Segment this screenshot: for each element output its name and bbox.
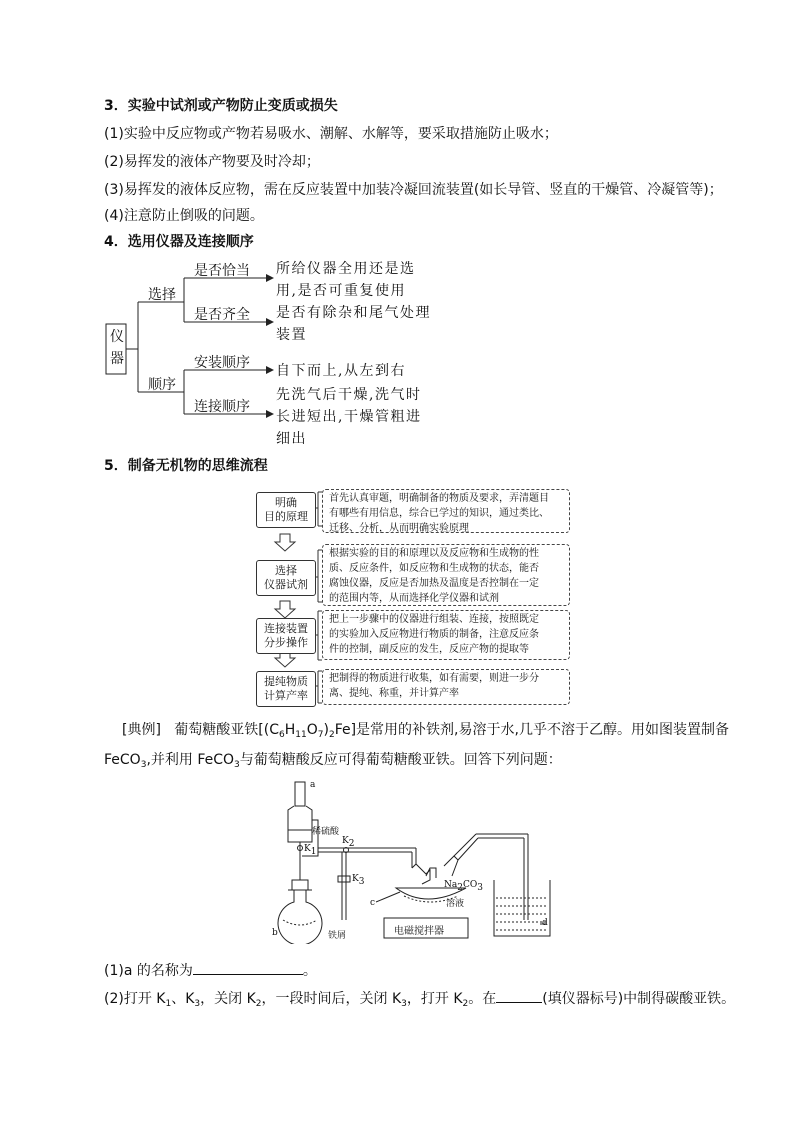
apparatus-drawing bbox=[266, 780, 556, 944]
subscript: 3 bbox=[477, 883, 483, 893]
example-text: H bbox=[284, 722, 296, 738]
k-letter: K bbox=[304, 844, 311, 854]
subscript: 3 bbox=[194, 999, 201, 1009]
label-b: b bbox=[272, 928, 278, 938]
tree-desc-connection bbox=[276, 384, 421, 450]
subscript: 2 bbox=[348, 839, 355, 849]
section-3-item-2: (2)易挥发的液体产物要及时冷却； bbox=[104, 154, 320, 170]
desc-line: 所给仪器全用还是选 bbox=[276, 261, 416, 277]
desc-line: 先洗气后干燥,洗气时 bbox=[276, 387, 422, 403]
tree-desc-assembly bbox=[276, 360, 406, 382]
desc-line: 是否有除杂和尾气处理 bbox=[276, 305, 431, 321]
question-1 bbox=[104, 960, 317, 981]
label-k2 bbox=[342, 836, 354, 849]
label-a: a bbox=[310, 780, 316, 790]
desc-line: 自下而上,从左到右 bbox=[276, 363, 406, 379]
flow-step-label: 计算产率 bbox=[264, 689, 308, 702]
label-na2co3 bbox=[444, 880, 483, 893]
tree-desc-appropriate bbox=[276, 258, 416, 302]
tree-sub-assembly: 安装顺序 bbox=[194, 355, 250, 371]
subscript: 2 bbox=[462, 999, 469, 1009]
example-text: Fe]是常用的补铁剂,易溶于水,几乎不溶于乙醇。用如图装置制备 bbox=[334, 722, 729, 738]
question-text: (填仪器标号)中制得碳酸亚铁。 bbox=[542, 991, 736, 1007]
flow-desc-line: 的范围内等，从而选择化学仪器和试剂 bbox=[329, 593, 499, 604]
flow-desc-1 bbox=[322, 489, 570, 533]
label-c: c bbox=[370, 898, 376, 908]
section-5-heading: 5．制备无机物的思维流程 bbox=[104, 458, 268, 474]
flow-desc-line: 腐蚀仪器，反应是否加热及温度是否控制在一定 bbox=[329, 578, 539, 589]
example-text: FeCO bbox=[104, 752, 141, 768]
tree-desc-complete bbox=[276, 302, 431, 346]
subscript: 11 bbox=[295, 730, 307, 740]
flow-step-label: 选择 bbox=[275, 564, 297, 577]
section-4-heading: 4．选用仪器及连接顺序 bbox=[104, 234, 254, 250]
flow-step-label: 明确 bbox=[275, 496, 297, 509]
label-k3 bbox=[352, 874, 364, 887]
flow-desc-3 bbox=[322, 610, 570, 660]
section-3-item-4: (4)注意防止倒吸的问题。 bbox=[104, 208, 264, 224]
tree-root-label: 仪器 bbox=[110, 329, 124, 367]
subscript: 3 bbox=[234, 760, 240, 770]
label-acid: 稀硫酸 bbox=[312, 827, 340, 837]
example-tag: [典例] bbox=[122, 722, 161, 738]
flow-desc-line: 的实验加入反应物进行物质的制备，注意反应条 bbox=[329, 629, 539, 640]
flow-desc-2 bbox=[322, 544, 570, 606]
example-text: ) bbox=[323, 722, 329, 738]
flow-desc-line: 有哪些有用信息，综合已学过的知识，通过类比、 bbox=[329, 508, 549, 519]
k-letter: K bbox=[352, 874, 359, 884]
answer-blank-1[interactable] bbox=[193, 960, 303, 975]
section-3-item-3: (3)易挥发的液体反应物，需在反应装置中加装冷凝回流装置(如长导管、竖直的干燥管、冷凝管等)； bbox=[104, 182, 723, 198]
k-letter: K bbox=[342, 836, 349, 846]
flow-desc-line: 把制得的物质进行收集，如有需要，则进一步分 bbox=[329, 673, 539, 684]
example-text: 与葡萄糖酸反应可得葡萄糖酸亚铁。回答下列问题： bbox=[239, 752, 562, 768]
instrument-tree bbox=[104, 256, 444, 452]
label-k1 bbox=[304, 844, 316, 857]
flow-desc-line: 质、反应条件，如反应物和生成物的状态，能否 bbox=[329, 563, 539, 574]
tree-sub-connection: 连接顺序 bbox=[194, 399, 250, 415]
tree-sub-complete: 是否齐全 bbox=[194, 307, 250, 323]
flow-step-label: 目的原理 bbox=[264, 510, 308, 523]
subscript: 3 bbox=[401, 999, 407, 1009]
subscript: 2 bbox=[457, 883, 463, 893]
label-stirrer: 电磁搅拌器 bbox=[394, 926, 444, 937]
desc-line: 装置 bbox=[276, 327, 307, 343]
flow-step-2 bbox=[256, 560, 316, 596]
question-text: (2)打开 K bbox=[104, 991, 166, 1007]
formula-part: CO bbox=[462, 880, 478, 890]
example-text: O bbox=[306, 722, 318, 738]
subscript: 6 bbox=[279, 730, 285, 740]
question-text: ，一段时间后，关闭 K bbox=[261, 991, 402, 1007]
example-line-1 bbox=[122, 720, 729, 745]
section-3-item-1: (1)实验中反应物或产物若易吸水、潮解、水解等，要采取措施防止吸水； bbox=[104, 126, 558, 142]
flow-desc-4 bbox=[322, 669, 570, 705]
subscript: 7 bbox=[317, 730, 324, 740]
flow-desc-line: 把上一步骤中的仪器进行组装、连接，按照既定 bbox=[329, 614, 539, 625]
example-text: ,并利用 FeCO bbox=[146, 752, 235, 768]
desc-line: 细出 bbox=[276, 431, 307, 447]
flow-step-label: 分步操作 bbox=[264, 636, 308, 649]
example-line-2 bbox=[104, 750, 562, 775]
subscript: 3 bbox=[140, 760, 147, 770]
question-2 bbox=[104, 988, 735, 1014]
apparatus-diagram bbox=[266, 780, 556, 944]
desc-line: 长进短出,干燥管粗进 bbox=[276, 409, 422, 425]
question-text: 。在 bbox=[468, 991, 497, 1007]
label-iron: 铁屑 bbox=[328, 931, 347, 941]
question-text: (1)a 的名称为 bbox=[104, 963, 193, 979]
answer-blank-2[interactable] bbox=[496, 988, 542, 1003]
tree-branch-select: 选择 bbox=[148, 287, 176, 303]
label-d: d bbox=[542, 918, 548, 928]
section-3-heading: 3．实验中试剂或产物防止变质或损失 bbox=[104, 98, 338, 114]
question-text: ，关闭 K bbox=[200, 991, 256, 1007]
label-solution: 溶液 bbox=[446, 899, 465, 909]
subscript: 1 bbox=[310, 847, 317, 857]
subscript: 3 bbox=[358, 877, 365, 887]
tree-branch-order: 顺序 bbox=[148, 377, 176, 393]
flowchart bbox=[252, 484, 572, 710]
question-text: ，打开 K bbox=[406, 991, 463, 1007]
flow-step-4 bbox=[256, 671, 316, 707]
subscript: 1 bbox=[165, 999, 172, 1009]
flow-desc-line: 离、提纯、称重，并计算产率 bbox=[329, 688, 459, 699]
flow-step-label: 仪器试剂 bbox=[264, 578, 308, 591]
flow-desc-line: 首先认真审题，明确制备的物质及要求，弄清题目 bbox=[329, 493, 549, 504]
flow-step-1 bbox=[256, 492, 316, 528]
question-text: 、K bbox=[171, 991, 195, 1007]
formula-part: Na bbox=[444, 880, 458, 890]
question-text: 。 bbox=[302, 963, 317, 979]
subscript: 2 bbox=[255, 999, 262, 1009]
flow-step-3 bbox=[256, 618, 316, 654]
example-text: 葡萄糖酸亚铁[(C bbox=[174, 722, 279, 738]
flow-step-label: 提纯物质 bbox=[264, 675, 308, 688]
tree-sub-appropriate: 是否恰当 bbox=[194, 263, 250, 279]
subscript: 2 bbox=[328, 730, 335, 740]
flow-desc-line: 根据实验的目的和原理以及反应物和生成物的性 bbox=[329, 548, 539, 559]
flow-desc-line: 件的控制，副反应的发生，反应产物的提取等 bbox=[329, 644, 529, 655]
desc-line: 用,是否可重复使用 bbox=[276, 283, 406, 299]
flow-step-label: 连接装置 bbox=[264, 622, 308, 635]
flow-desc-line: 迁移、分析，从而明确实验原理 bbox=[329, 523, 469, 534]
